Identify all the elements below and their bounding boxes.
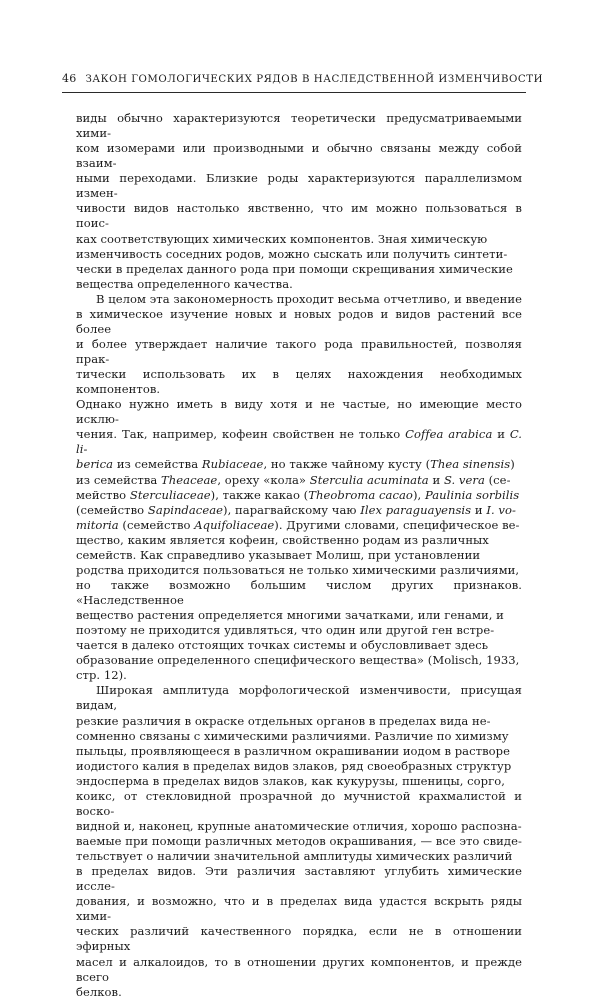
species-name: C. li- (76, 427, 523, 457)
paragraph-3-line: белков. (76, 984, 122, 999)
paragraph-2-text: ), (412, 487, 425, 502)
header-rule (62, 92, 526, 93)
paragraph-2-line: поэтому не приходится удивляться, что один или другой ген встре- (76, 623, 495, 638)
species-name: Sterculia acuminata (309, 472, 429, 487)
paragraph-2-text: (семейство (118, 517, 195, 532)
paragraph-3-line: дования, и возможно, что и в пределах вида удастся вскрыть ряды хими- (76, 894, 522, 924)
paragraph-3-line: масел и алкалоидов, то в отношении других компонентов, и прежде всего (76, 954, 522, 984)
paragraph-2-text: и (471, 502, 487, 517)
paragraph-3-line: эндосперма в пределах видов злаков, как кукурузы, пшеницы, сорго, (76, 773, 505, 788)
paragraph-1-line: ком изомерами или производными и обычно связаны между собой взаим- (76, 141, 522, 171)
paragraph-3-line: ческих различий качественного порядка, если не в отношении эфирных (76, 924, 522, 954)
paragraph-2 (76, 292, 522, 684)
paragraph-2-line: вещество растения определяется многими зачатками, или генами, и (76, 608, 504, 623)
paragraph-2-text: и (428, 472, 444, 487)
paragraph-3-line: сомненно связаны с химическими различиями. Различие по химизму (76, 728, 509, 743)
paragraph-2-text: , ореху «кола» (217, 472, 310, 487)
paragraph-2-text: , но также чайному кусту ( (263, 457, 431, 472)
paragraph-3-line: коикс, от стекловидной прозрачной до мучнистой крахмалистой и воско- (76, 788, 522, 818)
body-text (76, 111, 522, 1000)
paragraph-3 (76, 683, 522, 999)
species-name: mitoria (76, 517, 119, 532)
paragraph-1-line: чивости видов настолько явственно, что им можно пользоваться в поис- (76, 201, 522, 231)
family-name: Theaceae (161, 472, 218, 487)
paragraph-1 (76, 111, 522, 292)
species-name: S. vera (443, 472, 485, 487)
paragraph-2-line: стр. 12). (76, 668, 127, 683)
paragraph-2-text: ) (510, 457, 515, 472)
species-name: Paulinia sorbilis (424, 487, 520, 502)
paragraph-1-line: чески в пределах данного рода при помощи скрещивания химические (76, 261, 513, 276)
running-title: ЗАКОН ГОМОЛОГИЧЕСКИХ РЯДОВ В НАСЛЕДСТВЕННОЙ ИЗМЕНЧИВОСТИ (85, 74, 544, 85)
paragraph-2-text: и (492, 427, 510, 442)
paragraph-2-line: семейств. Как справедливо указывает Молиш, при установлении (76, 547, 481, 562)
paragraph-2-line: образование определенного специфического вещества» (Molisch, 1933, (76, 653, 520, 668)
paragraph-2-text: (се- (484, 472, 511, 487)
paragraph-3-line: Широкая амплитуда морфологической изменчивости, присущая видам, (76, 683, 522, 713)
paragraph-2-line: родства приходится пользоваться не только химическими различиями, (76, 562, 520, 577)
paragraph-2-line: щество, каким является кофеин, свойственно родам из различных (76, 532, 489, 547)
paragraph-2-text: (семейство (76, 502, 148, 517)
paragraph-1-line: изменчивость соседних родов, можно сыскать или получить синтети- (76, 246, 508, 261)
paragraph-2-line: и более утверждает наличие такого рода правильностей, позволяя прак- (76, 336, 522, 366)
species-name: berica (76, 457, 114, 472)
paragraph-2-line: Однако нужно иметь в виду хотя и не частые, но имеющие место исклю- (76, 397, 522, 427)
page-number: 46 (62, 72, 77, 85)
paragraph-3-line: иодистого калия в пределах видов злаков, ряд своеобразных структур (76, 758, 512, 773)
family-name: Sterculiaceae (129, 487, 211, 502)
species-name: Ilex paraguayensis (360, 502, 472, 517)
paragraph-3-line: тельствует о наличии значительной амплитуды химических различий (76, 849, 513, 864)
paragraph-2-line: тически использовать их в целях нахождения необходимых компонентов. (76, 367, 522, 397)
family-name: Sapindaceae (147, 502, 224, 517)
paragraph-2-line: в химическое изучение новых и новых родов и видов растений все более (76, 306, 522, 336)
species-name: Thea sinensis (430, 457, 511, 472)
paragraph-2-line: чается в далеко отстоящих точках системы и обусловливает здесь (76, 638, 489, 653)
paragraph-3-line: в пределах видов. Эти различия заставляют углубить химические иссле- (76, 864, 522, 894)
paragraph-1-line: ках соответствующих химических компонентов. Зная химическую (76, 231, 488, 246)
paragraph-2-line: В целом эта закономерность проходит весьма отчетливо, и введение (96, 291, 523, 306)
species-name: Coffea arabica (405, 427, 493, 442)
paragraph-2-text: мейство (76, 487, 130, 502)
paragraph-2-text: ), парагвайскому чаю (223, 502, 361, 517)
paragraph-2-text: из семейства (76, 472, 162, 487)
paragraph-3-line: видной и, наконец, крупные анатомические отличия, хорошо распозна- (76, 818, 522, 833)
paragraph-3-line: резкие различия в окраске отдельных органов в пределах вида не- (76, 713, 491, 728)
species-name: I. vo- (486, 502, 516, 517)
paragraph-2-text: ), также какао ( (210, 487, 309, 502)
paragraph-1-line: виды обычно характеризуются теоретически предусматриваемыми хими- (76, 111, 522, 141)
paragraph-2-line: чения. Так, например, кофеин свойствен не только (76, 427, 406, 442)
paragraph-2-line: но также возможно большим числом других признаков. «Наследственное (76, 577, 522, 607)
paragraph-3-line: ваемые при помощи различных методов окрашивания, — все это свиде- (76, 834, 522, 848)
paragraph-3-line: пыльцы, проявляющееся в различном окрашивании иодом в растворе (76, 743, 510, 758)
paragraph-1-line: вещества определенного качества. (76, 276, 293, 291)
paragraph-2-text: ). Другими словами, специфическое ве- (274, 517, 520, 532)
running-header (62, 72, 544, 90)
family-name: Rubiaceae (201, 457, 264, 472)
family-name: Aquifoliaceae (194, 517, 275, 532)
paragraph-1-line: ными переходами. Близкие роды характеризуются параллелизмом измен- (76, 171, 522, 201)
species-name: Theobroma cacao (308, 487, 413, 502)
paragraph-2-text: из семейства (113, 457, 202, 472)
